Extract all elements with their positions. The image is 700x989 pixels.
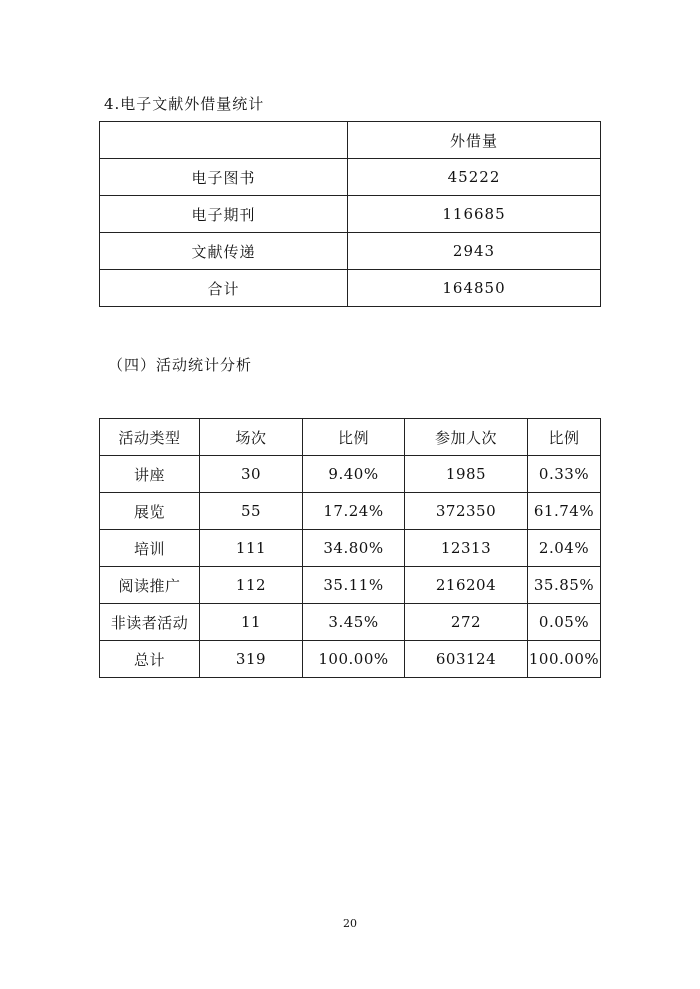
- row-label: 合计: [100, 270, 348, 307]
- cell-sessions-ratio: 35.11%: [303, 567, 405, 604]
- cell-attendance-ratio: 100.00%: [528, 641, 601, 678]
- header-cell-activity-type: 活动类型: [100, 419, 200, 456]
- cell-attendance: 1985: [405, 456, 528, 493]
- header-cell-sessions-ratio: 比例: [303, 419, 405, 456]
- cell-attendance-ratio: 0.33%: [528, 456, 601, 493]
- row-value: 116685: [348, 196, 601, 233]
- cell-sessions: 55: [200, 493, 303, 530]
- cell-activity-type: 讲座: [100, 456, 200, 493]
- table-row: [100, 233, 601, 270]
- cell-attendance-ratio: 2.04%: [528, 530, 601, 567]
- table-row: [100, 604, 601, 641]
- cell-sessions: 112: [200, 567, 303, 604]
- cell-attendance: 12313: [405, 530, 528, 567]
- cell-sessions-ratio: 9.40%: [303, 456, 405, 493]
- cell-sessions: 30: [200, 456, 303, 493]
- cell-attendance-ratio: 35.85%: [528, 567, 601, 604]
- section-heading-activities: （四）活动统计分析: [108, 356, 253, 374]
- row-value: 2943: [348, 233, 601, 270]
- table-row-total: [100, 641, 601, 678]
- row-label: 电子期刊: [100, 196, 348, 233]
- cell-attendance: 603124: [405, 641, 528, 678]
- cell-attendance: 372350: [405, 493, 528, 530]
- cell-sessions-ratio: 17.24%: [303, 493, 405, 530]
- table-row: [100, 159, 601, 196]
- cell-activity-type: 展览: [100, 493, 200, 530]
- table-row: [100, 493, 601, 530]
- activity-statistics-table: [99, 418, 601, 678]
- cell-attendance: 272: [405, 604, 528, 641]
- cell-sessions-ratio: 3.45%: [303, 604, 405, 641]
- cell-sessions: 111: [200, 530, 303, 567]
- row-label: 电子图书: [100, 159, 348, 196]
- cell-activity-type: 阅读推广: [100, 567, 200, 604]
- section-heading-e-lending: 4.电子文献外借量统计: [104, 95, 265, 113]
- row-value: 45222: [348, 159, 601, 196]
- table-row: [100, 456, 601, 493]
- table-row: [100, 567, 601, 604]
- header-cell-sessions: 场次: [200, 419, 303, 456]
- table-row: [100, 196, 601, 233]
- e-lending-table: [99, 121, 601, 307]
- header-cell-attendance: 参加人次: [405, 419, 528, 456]
- cell-sessions: 11: [200, 604, 303, 641]
- page-number: 20: [343, 917, 357, 930]
- cell-sessions-ratio: 34.80%: [303, 530, 405, 567]
- header-cell-attendance-ratio: 比例: [528, 419, 601, 456]
- header-cell-lending-volume: 外借量: [348, 122, 601, 159]
- table-row-total: [100, 270, 601, 307]
- row-value: 164850: [348, 270, 601, 307]
- cell-activity-type: 非读者活动: [100, 604, 200, 641]
- cell-sessions-ratio: 100.00%: [303, 641, 405, 678]
- cell-activity-type: 总计: [100, 641, 200, 678]
- table-row: [100, 530, 601, 567]
- table-header-row: [100, 419, 601, 456]
- cell-attendance-ratio: 0.05%: [528, 604, 601, 641]
- cell-sessions: 319: [200, 641, 303, 678]
- cell-activity-type: 培训: [100, 530, 200, 567]
- row-label: 文献传递: [100, 233, 348, 270]
- table-header-row: [100, 122, 601, 159]
- header-cell-empty: [100, 122, 348, 159]
- cell-attendance-ratio: 61.74%: [528, 493, 601, 530]
- cell-attendance: 216204: [405, 567, 528, 604]
